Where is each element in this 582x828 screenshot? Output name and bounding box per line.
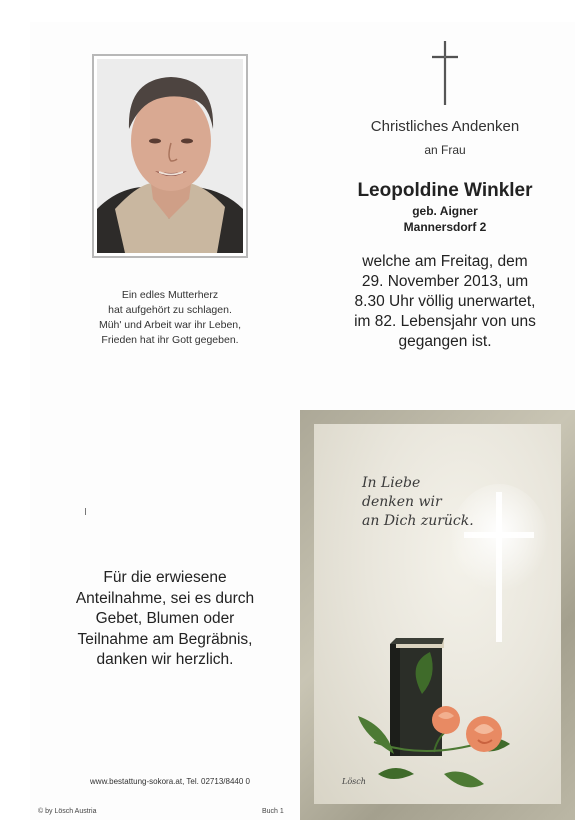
thanks-card	[30, 410, 300, 820]
thanks-line: Teilnahme am Begräbnis,	[77, 630, 253, 648]
portrait-photo	[97, 59, 243, 253]
thanks-line: danken wir herzlich.	[96, 651, 234, 668]
notice-line: gegangen ist.	[398, 333, 492, 350]
death-notice-text	[330, 252, 560, 352]
image-panel	[314, 424, 561, 804]
image-card	[300, 410, 575, 820]
website: www.bestattung-sokora.at, Tel. 02713/8440 0	[90, 777, 250, 786]
copyright: © by Lösch Austria	[38, 808, 97, 815]
notice-line: im 82. Lebensjahr von uns	[354, 313, 536, 330]
thanks-line: Anteilnahme, sei es durch	[75, 589, 255, 607]
poem-line: Müh' und Arbeit war ihr Leben,	[98, 319, 242, 331]
script-line: In Liebe	[362, 475, 421, 491]
book-roses-illustration	[334, 624, 534, 804]
cross-icon	[430, 40, 460, 111]
script-line: an Dich zurück.	[362, 513, 474, 529]
portrait-frame	[92, 54, 248, 258]
notice-line: 29. November 2013, um	[361, 273, 529, 290]
notice-line: welche am Freitag, dem	[362, 253, 528, 270]
artist-signature: Lösch	[342, 777, 366, 786]
subheading: an Frau	[424, 143, 466, 157]
poem-line: hat aufgehört zu schlagen.	[108, 304, 232, 316]
thanks-text	[45, 568, 285, 671]
script-text	[362, 474, 474, 531]
heading: Christliches Andenken	[370, 118, 520, 135]
maiden-name: geb. Aigner	[412, 204, 478, 218]
notice-line: 8.30 Uhr völlig unerwartet,	[354, 293, 536, 310]
book-number: Buch 1	[262, 808, 284, 815]
deceased-name: Leopoldine Winkler	[357, 180, 533, 201]
top-card	[30, 22, 575, 410]
poem-line: Frieden hat ihr Gott gegeben.	[101, 334, 239, 346]
roses-icon	[432, 706, 502, 752]
book-icon	[390, 638, 444, 756]
thanks-line: Für die erwiesene	[103, 569, 227, 586]
script-line: denken wir	[362, 494, 442, 510]
mark	[85, 508, 86, 515]
address: Mannersdorf 2	[403, 220, 487, 234]
poem	[60, 288, 280, 348]
thanks-line: Gebet, Blumen oder	[95, 610, 235, 627]
poem-line: Ein edles Mutterherz	[121, 289, 219, 301]
